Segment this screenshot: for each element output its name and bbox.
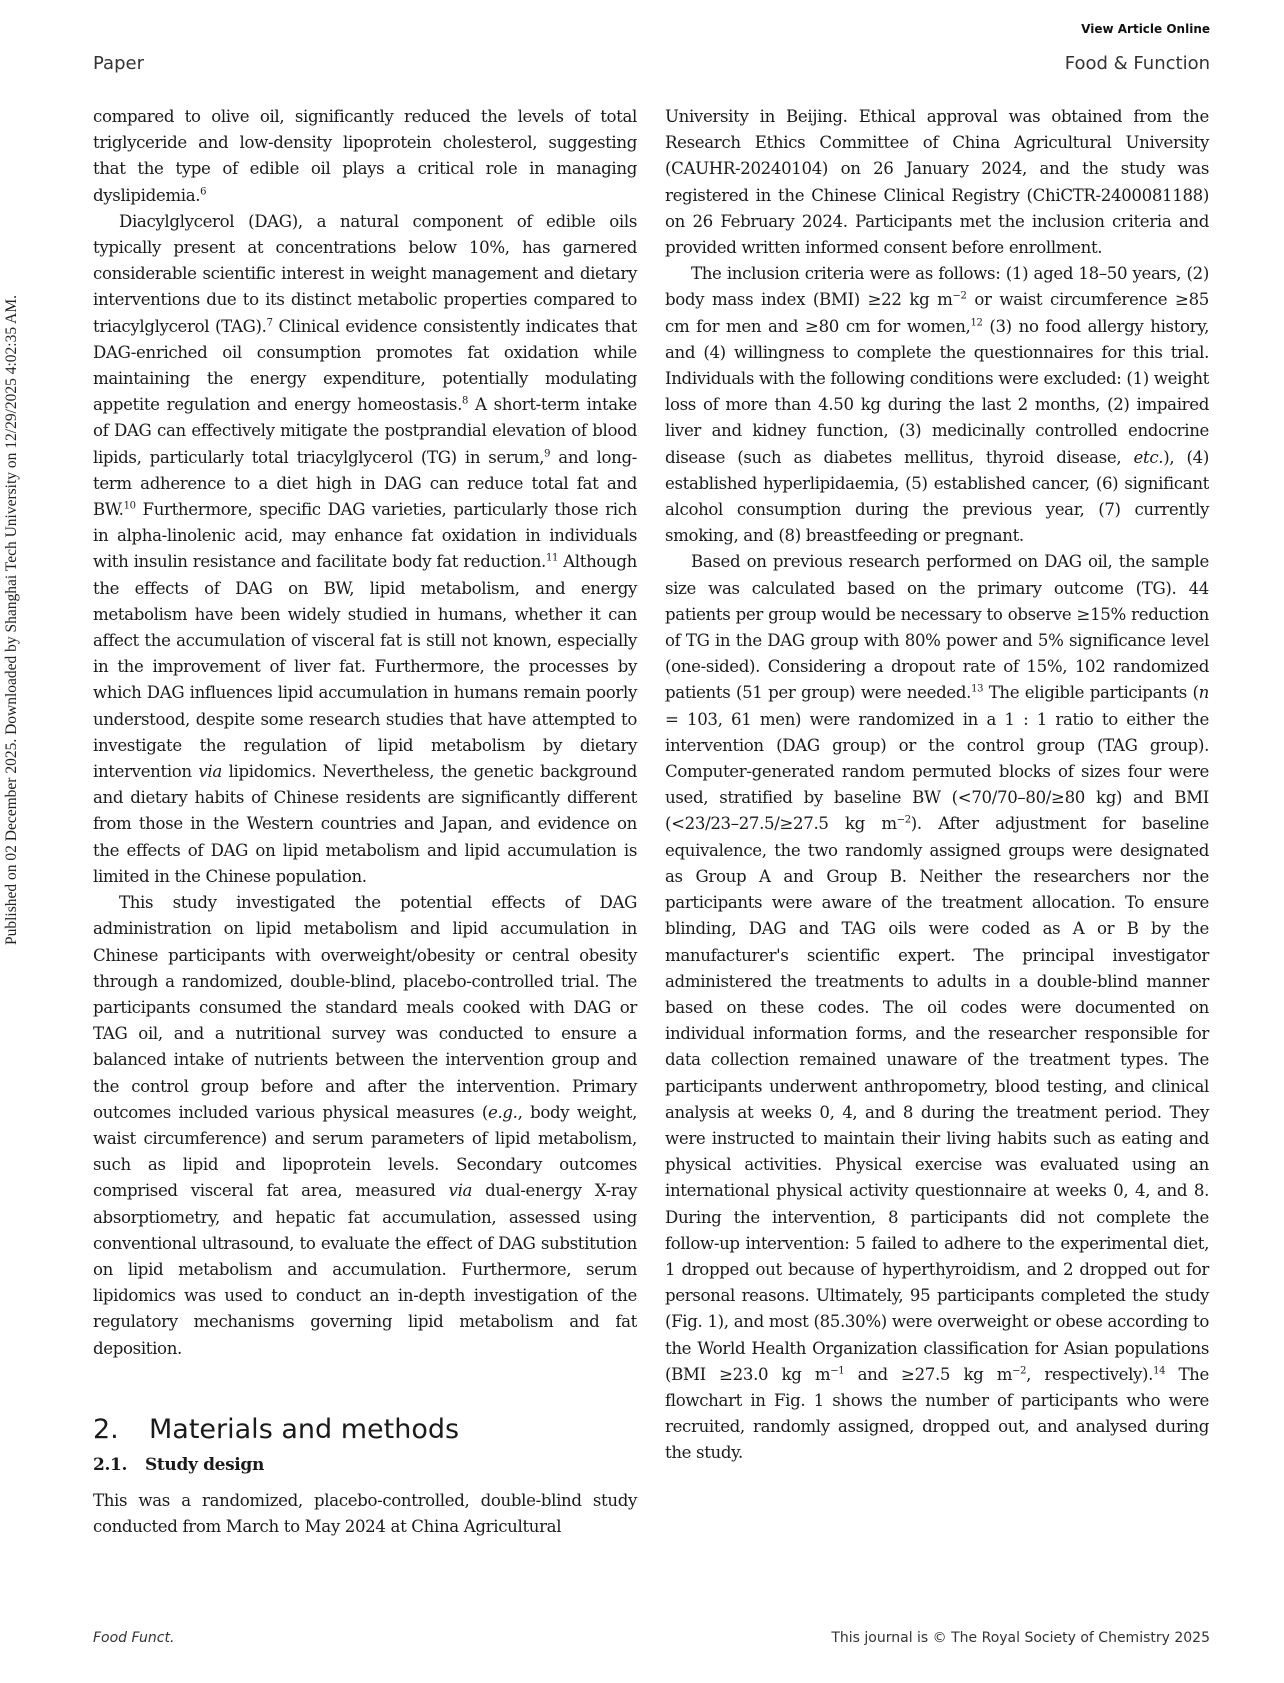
- left-column: [93, 104, 637, 1540]
- paragraph: University in Beijing. Ethical approval was obtained from the Research Ethics Committee of China Agricultural University (CAUHR-20240104) on 26 January 2024, and the study was registered in the Chinese Clinical Registry (ChiCTR-2400081188) on 26 February 2024. Participants met the inclusion criteria and provided written informed consent before enrollment.: [665, 107, 1209, 258]
- section-number: 2.: [93, 1413, 119, 1445]
- text: A short-term intake of DAG can effectively mitigate the postprandial elevation of blood lipids, particularly total triacylglycerol (TG) in serum,: [93, 395, 637, 467]
- citation-ref[interactable]: 12: [970, 317, 983, 329]
- citation-ref[interactable]: 6: [200, 186, 207, 198]
- citation-ref[interactable]: 14: [1153, 1365, 1166, 1377]
- citation-ref[interactable]: 10: [123, 500, 136, 512]
- paragraph: [665, 549, 1209, 1466]
- text: ). After adjustment for baseline equivalence, the two randomly assigned groups were designated as Group A and Group B. Neither the researchers nor the participants were aware of the treatment allocation. To ensure blinding, DAG and TAG oils were coded as A or B by the manufacturer's scientific expert. The principal investigator administered the treatments to adults in a double-blind manner based on these codes. The oil codes were documented on individual information forms, and the researcher responsible for data collection remained unaware of the treatment types. The participants underwent anthropometry, blood testing, and clinical analysis at weeks 0, 4, and 8 during the treatment period. They were instructed to maintain their living habits such as eating and physical activities. Physical exercise was evaluated using an international physical activity questionnaire at weeks 0, 4, and 8. During the intervention, 8 participants did not complete the follow-up intervention: 5 failed to adhere to the experimental diet, 1 dropped out because of hyperthyroidism, and 2 dropped out for personal reasons. Ultimately, 95 participants completed the study (Fig. 1), and most (85.30%) were overweight or obese according to the World Health Organization classification for Asian populations (BMI ≥23.0 kg m: [665, 814, 1209, 1384]
- citation-ref[interactable]: 8: [462, 395, 469, 407]
- text: and long-term adherence to a diet high in DAG can reduce total fat and BW.: [93, 447, 638, 520]
- section-title: Materials and methods: [149, 1413, 460, 1445]
- italic-text: etc.: [1133, 447, 1164, 467]
- subsection-heading: [93, 1452, 637, 1478]
- superscript: −2: [1012, 1365, 1027, 1377]
- text: Although the effects of DAG on BW, lipid metabolism, and energy metabolism have been widely studied in humans, whether it can affect the accumulation of visceral fat is still not known, especially in the improvement of liver fat. Furthermore, the processes by which DAG influences lipid accumulation in humans remain poorly understood, despite some research studies that have attempted to investigate the regulation of lipid metabolism by dietary intervention: [93, 552, 637, 782]
- text: and ≥27.5 kg m: [844, 1364, 1013, 1384]
- text: Diacylglycerol (DAG), a natural component of edible oils typically present at concentrations below 10%, has garnered considerable scientific interest in weight management and dietary interventions due to its distinct metabolic properties compared to triacylglycerol (TAG).: [93, 211, 637, 336]
- paragraph: [93, 104, 637, 209]
- subsection-title: Study design: [145, 1454, 264, 1475]
- text: , respectively).: [1026, 1364, 1154, 1384]
- text: The inclusion criteria were as follows: (1) aged 18–50 years, (2) body mass index (BMI) ≥22 kg m: [665, 264, 1209, 310]
- text: = 103, 61 men) were randomized in a 1 : 1 ratio to either the intervention (DAG group) or the control group (TAG group). Computer-generated random permuted blocks of sizes four were used, stratified by baseline BW (<70/70–80/≥80 kg) and BMI (<23/23–27.5/≥27.5 kg m: [665, 709, 1209, 834]
- text: Furthermore, specific DAG varieties, particularly those rich in alpha-linolenic acid, may enhance fat oxidation in individuals with insulin resistance and facilitate body fat reduction.: [93, 500, 637, 572]
- section-label: Paper: [93, 53, 144, 74]
- text: compared to olive oil, significantly reduced the levels of total triglyceride and low-density lipoprotein cholesterol, suggesting that the type of edible oil plays a critical role in managing dyslipidemia.: [93, 107, 637, 205]
- text: (3) no food allergy history, and (4) willingness to complete the questionnaires for this trial. Individuals with the following conditions were excluded: (1) weight loss of more than 4.50 kg during the last 2 months, (2) impaired liver and kidney function, (3) medicinally controlled endocrine disease (such as diabetes mellitus, thyroid disease,: [665, 316, 1210, 467]
- text: Clinical evidence consistently indicates that DAG-enriched oil consumption promotes fat oxidation while maintaining the energy expenditure, potentially modulating appetite regulation and energy homeostasis.: [93, 316, 638, 415]
- text: The flowchart in Fig. 1 shows the number of participants who were recruited, randomly assigned, dropped out, and analysed during the study.: [665, 1364, 1209, 1463]
- text: The eligible participants (: [983, 683, 1199, 703]
- paragraph: [93, 890, 637, 1362]
- italic-text: n: [1198, 683, 1209, 703]
- copyright-notice: This journal is © The Royal Society of Chemistry 2025: [831, 1630, 1210, 1646]
- section-heading: [93, 1414, 637, 1446]
- text: lipidomics. Nevertheless, the genetic background and dietary habits of Chinese residents are significantly different from those in the Western countries and Japan, and evidence on the effects of DAG on lipid metabolism and lipid accumulation is limited in the Chinese population.: [93, 762, 637, 886]
- right-column: [665, 104, 1209, 1467]
- journal-name: Food & Function: [1064, 53, 1210, 74]
- italic-text: via: [448, 1181, 473, 1201]
- superscript: −2: [896, 814, 911, 826]
- text: dual-energy X-ray absorptiometry, and hepatic fat accumulation, assessed using conventional ultrasound, to evaluate the effect of DAG substitution on lipid metabolism and accumulation. Furthermore, serum lipidomics was used to conduct an in-depth investigation of the regulatory mechanisms governing lipid metabolism and fat deposition.: [93, 1181, 637, 1358]
- superscript: −1: [830, 1365, 845, 1377]
- text: , body weight, waist circumference) and serum parameters of lipid metabolism, such as lipid and lipoprotein levels. Secondary outcomes comprised visceral fat area, measured: [93, 1102, 638, 1201]
- italic-text: e.g.: [488, 1102, 518, 1122]
- text: or waist circumference ≥85 cm for men and ≥80 cm for women,: [665, 290, 1209, 336]
- citation-ref[interactable]: 7: [266, 317, 273, 329]
- download-watermark: Published on 02 December 2025. Downloaded by Shanghai Tech University on 12/29/2025 4:02:35 AM.: [3, 295, 20, 945]
- italic-text: via: [198, 762, 222, 782]
- citation-ref[interactable]: 11: [546, 552, 559, 564]
- paragraph: [93, 209, 637, 890]
- citation-ref[interactable]: 13: [971, 683, 984, 695]
- paragraph: [665, 261, 1209, 549]
- citation-ref[interactable]: 9: [544, 448, 551, 460]
- text: This study investigated the potential effects of DAG administration on lipid metabolism and lipid accumulation in Chinese participants with overweight/obesity or central obesity through a randomized, double-blind, placebo-controlled trial. The participants consumed the standard meals cooked with DAG or TAG oil, and a nutritional survey was conducted to ensure a balanced intake of nutrients between the intervention group and the control group before and after the intervention. Primary outcomes included various physical measures (: [93, 893, 637, 1122]
- text: ), (4) established hyperlipidaemia, (5) established cancer, (6) significant alcohol consumption during the previous year, (7) currently smoking, and (8) breastfeeding or pregnant.: [665, 447, 1209, 546]
- superscript: −2: [952, 290, 967, 302]
- view-article-online-link[interactable]: View Article Online: [1081, 22, 1210, 36]
- subsection-number: 2.1.: [93, 1454, 128, 1475]
- paragraph: This was a randomized, placebo-controlled, double-blind study conducted from March to May 2024 at China Agricultural: [93, 1490, 637, 1536]
- journal-abbreviation: Food Funct.: [93, 1630, 175, 1646]
- text: Based on previous research performed on DAG oil, the sample size was calculated based on the primary outcome (TG). 44 patients per group would be necessary to observe ≥15% reduction of TG in the DAG group with 80% power and 5% significance level (one-sided). Considering a dropout rate of 15%, 102 randomized patients (51 per group) were needed.: [665, 552, 1209, 703]
